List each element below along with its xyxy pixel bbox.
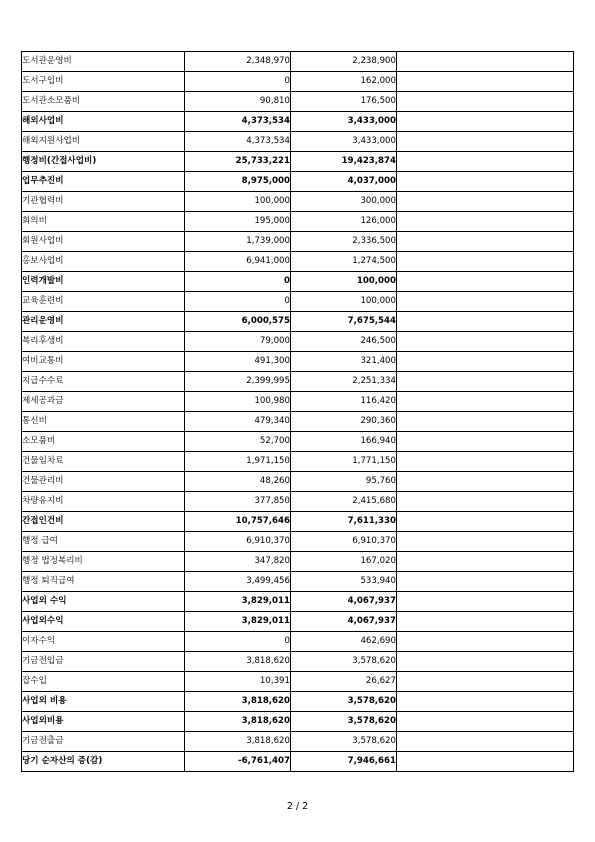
note-cell [397, 572, 574, 592]
account-name-cell: 제세공과금 [22, 392, 185, 412]
table-row [22, 52, 574, 72]
account-name-cell: 기관협력비 [22, 192, 185, 212]
previous-amount-cell: 95,760 [291, 472, 397, 492]
previous-amount-cell: 126,000 [291, 212, 397, 232]
account-name-cell: 기금전입금 [22, 652, 185, 672]
table-row [22, 512, 574, 532]
table-row [22, 532, 574, 552]
account-name-cell: 해외지원사업비 [22, 132, 185, 152]
current-amount-cell: 6,910,370 [185, 532, 291, 552]
account-name-cell: 여비교통비 [22, 352, 185, 372]
current-amount-cell: 100,980 [185, 392, 291, 412]
note-cell [397, 172, 574, 192]
table-row [22, 272, 574, 292]
note-cell [397, 372, 574, 392]
table-row [22, 612, 574, 632]
note-cell [397, 432, 574, 452]
note-cell [397, 212, 574, 232]
current-amount-cell: 10,391 [185, 672, 291, 692]
previous-amount-cell: 4,037,000 [291, 172, 397, 192]
previous-amount-cell: 162,000 [291, 72, 397, 92]
previous-amount-cell: 7,946,661 [291, 752, 397, 772]
account-name-cell: 당기 순자산의 증(감) [22, 752, 185, 772]
current-amount-cell: 0 [185, 292, 291, 312]
previous-amount-cell: 3,578,620 [291, 692, 397, 712]
note-cell [397, 92, 574, 112]
note-cell [397, 552, 574, 572]
table-row [22, 212, 574, 232]
previous-amount-cell: 462,690 [291, 632, 397, 652]
table-row [22, 132, 574, 152]
account-name-cell: 사업외수익 [22, 612, 185, 632]
current-amount-cell: 2,348,970 [185, 52, 291, 72]
table-row [22, 432, 574, 452]
account-name-cell: 관리운영비 [22, 312, 185, 332]
current-amount-cell: 25,733,221 [185, 152, 291, 172]
current-amount-cell: 0 [185, 632, 291, 652]
note-cell [397, 252, 574, 272]
note-cell [397, 712, 574, 732]
account-name-cell: 잡수입 [22, 672, 185, 692]
note-cell [397, 292, 574, 312]
account-name-cell: 행정 퇴직급여 [22, 572, 185, 592]
note-cell [397, 152, 574, 172]
current-amount-cell: 10,757,646 [185, 512, 291, 532]
current-amount-cell: 3,499,456 [185, 572, 291, 592]
account-name-cell: 건물임차료 [22, 452, 185, 472]
note-cell [397, 592, 574, 612]
note-cell [397, 392, 574, 412]
table-row [22, 672, 574, 692]
note-cell [397, 452, 574, 472]
previous-amount-cell: 167,020 [291, 552, 397, 572]
table-row [22, 152, 574, 172]
current-amount-cell: 0 [185, 72, 291, 92]
previous-amount-cell: 321,400 [291, 352, 397, 372]
current-amount-cell: 8,975,000 [185, 172, 291, 192]
note-cell [397, 112, 574, 132]
previous-amount-cell: 100,000 [291, 292, 397, 312]
note-cell [397, 272, 574, 292]
table-row [22, 172, 574, 192]
account-name-cell: 소모품비 [22, 432, 185, 452]
previous-amount-cell: 1,771,150 [291, 452, 397, 472]
note-cell [397, 332, 574, 352]
current-amount-cell: 1,971,150 [185, 452, 291, 472]
table-row [22, 632, 574, 652]
previous-amount-cell: 2,415,680 [291, 492, 397, 512]
current-amount-cell: 4,373,534 [185, 112, 291, 132]
note-cell [397, 312, 574, 332]
table-row [22, 652, 574, 672]
previous-amount-cell: 246,500 [291, 332, 397, 352]
account-name-cell: 이자수익 [22, 632, 185, 652]
note-cell [397, 72, 574, 92]
account-name-cell: 행정비(간접사업비) [22, 152, 185, 172]
account-name-cell: 홍보사업비 [22, 252, 185, 272]
current-amount-cell: 100,000 [185, 192, 291, 212]
current-amount-cell: 195,000 [185, 212, 291, 232]
current-amount-cell: 52,700 [185, 432, 291, 452]
previous-amount-cell: 4,067,937 [291, 592, 397, 612]
account-name-cell: 지급수수료 [22, 372, 185, 392]
current-amount-cell: 491,300 [185, 352, 291, 372]
account-name-cell: 복리후생비 [22, 332, 185, 352]
note-cell [397, 512, 574, 532]
table-row [22, 292, 574, 312]
table-row [22, 232, 574, 252]
current-amount-cell: 3,818,620 [185, 652, 291, 672]
current-amount-cell: 3,829,011 [185, 612, 291, 632]
previous-amount-cell: 3,433,000 [291, 112, 397, 132]
previous-amount-cell: 4,067,937 [291, 612, 397, 632]
financial-statement-table [21, 51, 574, 772]
previous-amount-cell: 300,000 [291, 192, 397, 212]
note-cell [397, 532, 574, 552]
table-row [22, 732, 574, 752]
previous-amount-cell: 290,360 [291, 412, 397, 432]
previous-amount-cell: 3,433,000 [291, 132, 397, 152]
account-name-cell: 차량유지비 [22, 492, 185, 512]
current-amount-cell: 4,373,534 [185, 132, 291, 152]
current-amount-cell: 6,000,575 [185, 312, 291, 332]
table-row [22, 412, 574, 432]
current-amount-cell: 347,820 [185, 552, 291, 572]
note-cell [397, 692, 574, 712]
current-amount-cell: 3,829,011 [185, 592, 291, 612]
note-cell [397, 412, 574, 432]
table-row [22, 92, 574, 112]
previous-amount-cell: 100,000 [291, 272, 397, 292]
note-cell [397, 132, 574, 152]
previous-amount-cell: 2,238,900 [291, 52, 397, 72]
account-name-cell: 행정 법정복리비 [22, 552, 185, 572]
account-name-cell: 해외사업비 [22, 112, 185, 132]
table-row [22, 752, 574, 772]
previous-amount-cell: 2,336,500 [291, 232, 397, 252]
previous-amount-cell: 3,578,620 [291, 652, 397, 672]
account-name-cell: 간접인건비 [22, 512, 185, 532]
previous-amount-cell: 19,423,874 [291, 152, 397, 172]
account-name-cell: 회원사업비 [22, 232, 185, 252]
table-row [22, 312, 574, 332]
current-amount-cell: 3,818,620 [185, 692, 291, 712]
table-row [22, 332, 574, 352]
previous-amount-cell: 26,627 [291, 672, 397, 692]
note-cell [397, 752, 574, 772]
table-row [22, 592, 574, 612]
current-amount-cell: 48,260 [185, 472, 291, 492]
account-name-cell: 도서관소모품비 [22, 92, 185, 112]
table-row [22, 452, 574, 472]
current-amount-cell: 79,000 [185, 332, 291, 352]
table-row [22, 192, 574, 212]
account-name-cell: 행정 급여 [22, 532, 185, 552]
current-amount-cell: 0 [185, 272, 291, 292]
account-name-cell: 사업외 비용 [22, 692, 185, 712]
note-cell [397, 632, 574, 652]
account-name-cell: 회의비 [22, 212, 185, 232]
account-name-cell: 통신비 [22, 412, 185, 432]
table-row [22, 112, 574, 132]
table-row [22, 252, 574, 272]
account-name-cell: 기금전출금 [22, 732, 185, 752]
table-row [22, 692, 574, 712]
account-name-cell: 도서구입비 [22, 72, 185, 92]
note-cell [397, 652, 574, 672]
page-number: 2 / 2 [286, 801, 309, 812]
previous-amount-cell: 533,940 [291, 572, 397, 592]
previous-amount-cell: 2,251,334 [291, 372, 397, 392]
note-cell [397, 472, 574, 492]
table-row [22, 372, 574, 392]
account-name-cell: 교육훈련비 [22, 292, 185, 312]
current-amount-cell: 6,941,000 [185, 252, 291, 272]
current-amount-cell: 3,818,620 [185, 712, 291, 732]
previous-amount-cell: 7,675,544 [291, 312, 397, 332]
table-row [22, 552, 574, 572]
account-name-cell: 사업외비용 [22, 712, 185, 732]
table-row [22, 572, 574, 592]
note-cell [397, 492, 574, 512]
previous-amount-cell: 1,274,500 [291, 252, 397, 272]
account-name-cell: 도서관운영비 [22, 52, 185, 72]
previous-amount-cell: 3,578,620 [291, 712, 397, 732]
current-amount-cell: -6,761,407 [185, 752, 291, 772]
current-amount-cell: 3,818,620 [185, 732, 291, 752]
previous-amount-cell: 116,420 [291, 392, 397, 412]
table-row [22, 72, 574, 92]
note-cell [397, 672, 574, 692]
table-row [22, 472, 574, 492]
table-row [22, 392, 574, 412]
account-name-cell: 건물관리비 [22, 472, 185, 492]
previous-amount-cell: 6,910,370 [291, 532, 397, 552]
note-cell [397, 352, 574, 372]
previous-amount-cell: 7,611,330 [291, 512, 397, 532]
previous-amount-cell: 3,578,620 [291, 732, 397, 752]
table-body [22, 52, 574, 772]
note-cell [397, 192, 574, 212]
table-row [22, 492, 574, 512]
note-cell [397, 52, 574, 72]
table-row [22, 352, 574, 372]
note-cell [397, 612, 574, 632]
account-name-cell: 업무추진비 [22, 172, 185, 192]
account-name-cell: 인력개발비 [22, 272, 185, 292]
current-amount-cell: 377,850 [185, 492, 291, 512]
note-cell [397, 732, 574, 752]
current-amount-cell: 479,340 [185, 412, 291, 432]
current-amount-cell: 2,399,995 [185, 372, 291, 392]
note-cell [397, 232, 574, 252]
account-name-cell: 사업외 수익 [22, 592, 185, 612]
table-row [22, 712, 574, 732]
current-amount-cell: 90,810 [185, 92, 291, 112]
current-amount-cell: 1,739,000 [185, 232, 291, 252]
previous-amount-cell: 176,500 [291, 92, 397, 112]
previous-amount-cell: 166,940 [291, 432, 397, 452]
